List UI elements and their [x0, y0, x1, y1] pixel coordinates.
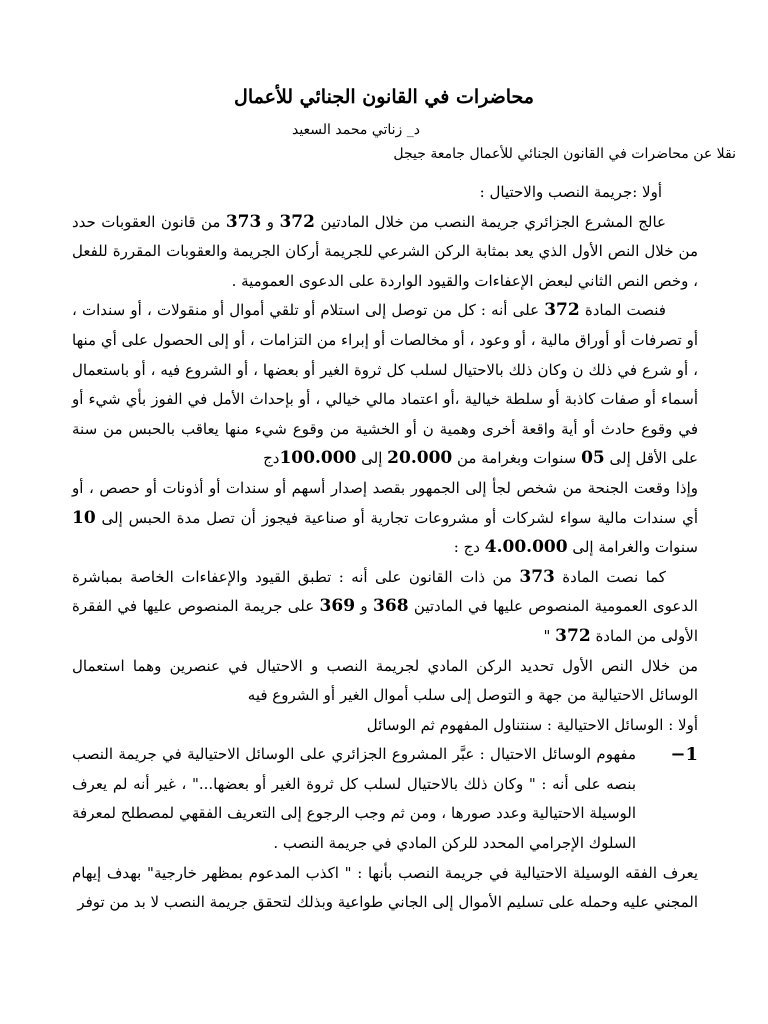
years-number: 10 [72, 507, 96, 528]
source-line: نقلا عن محاضرات في القانون الجنائي للأعمال جامعة جيجل [393, 146, 736, 162]
fine-number: 100.000 [279, 448, 357, 469]
paragraph-article-373 [72, 563, 698, 652]
text-span: سنوات والغرامة إلى [572, 538, 698, 557]
text-span: و [360, 597, 368, 616]
article-number: 368 [373, 596, 409, 617]
paragraph-legislation [72, 208, 698, 297]
article-number: 373 [519, 566, 555, 587]
text-span: من قانون العقوبات حدد من خلال النص الأول الذي يعد بمثابة الركن الشرعي للجريمة أركان الجريمة والعقوبات المقررة للفعل ، وخص النص الثاني لبعض الإعفاءات والقيود الواردة على الدعوى العمومية . [72, 212, 698, 290]
document-title: محاضرات في القانون الجنائي للأعمال [234, 86, 534, 108]
text-span: دج : [453, 538, 480, 557]
text-span: من ذات القانون على أنه : تطبق القيود والإعفاءات الخاصة بمباشرة الدعوى العمومية المنصوص عليها في المادتين [72, 567, 698, 616]
text-span: " [543, 626, 551, 645]
text-span: سنوات وبغرامة من [457, 449, 577, 468]
paragraph-doctrine-definition: يعرف الفقه الوسيلة الاحتيالية في جريمة النصب بأنها : " اكذب المدعوم بمظهر خارجية" بهدف إيهام المجني عليه وحمله على تسليم الأموال إلى الجاني طواعية وبذلك لتحقق جريمة النصب لا بد من توفر [72, 863, 698, 912]
paragraph-public-offering [72, 474, 698, 563]
paragraph-article-372 [72, 296, 698, 474]
years-number: 05 [581, 448, 605, 469]
article-number: 372 [555, 625, 591, 646]
list-item-concept [72, 740, 698, 858]
document-body [72, 178, 698, 918]
article-number: 372 [279, 211, 315, 232]
article-number: 373 [225, 211, 262, 232]
text-span: إلى [361, 449, 383, 468]
text-span: وإذا وقعت الجنحة من شخص لجأ إلى الجمهور بقصد إصدار أسهم أو سندات أو أذونات أو حصص ، أو أي سندات مالية سواء لشركات أو مشروعات تجارية أو صناعية فيجوز أن تصل مدة الحبس إلى [72, 478, 698, 527]
text-span: و [266, 212, 275, 231]
section-heading-fraud: أولا :جريمة النصب والاحتيال : [479, 183, 662, 201]
list-item-marker: 1− [670, 744, 698, 766]
text-span: فنصت المادة [584, 301, 666, 320]
text-span: عالج المشرع الجزائري جريمة النصب من خلال المادتين [320, 212, 666, 231]
article-number: 369 [319, 596, 356, 617]
text-span: على جريمة المنصوص عليها في الفقرة الأولى من المادة [72, 597, 698, 645]
article-number: 372 [544, 300, 580, 321]
paragraph-material-element: من خلال النص الأول تحديد الركن المادي لجريمة النصب و الاحتيال في عنصرين وهما استعمال الوسائل الاحتيالية من جهة و التوصل إلى سلب أموال الغير أو الشروع فيه [72, 656, 698, 705]
fine-number: 4.00.000 [484, 537, 568, 558]
subsection-heading-means: أولا : الوسائل الاحتيالية : سنتناول المفهوم ثم الوسائل [366, 715, 698, 734]
text-span: على أنه : كل من توصل إلى استلام أو تلقي أموال أو منقولات ، أو سندات ، أو تصرفات أو أوراق مالية ، أو وعود ، أو مخالصات أو إبراء من التزامات ، أو إلى الحصول على أي منها ، أو شرع في ذلك ن وكان ذلك بالاحتيال لسلب كل ثروة الغير أو بعضها ، أو الشروع فيه ، أو باستعمال أسماء أو صفات كاذبة أو سلطة خيالية ،أو اعتماد مالي خيالي ، أو بإحداث الأمل في الفوز بأي شيء أو في وقوع حادث أو أية واقعة أخرى وهمية ن أو الخشية من وقوع شيء منها يعاقب بالحبس من سنة على الأقل إلى [72, 301, 698, 468]
text-span: دج [263, 449, 280, 468]
fine-number: 20.000 [387, 448, 453, 469]
list-item-text: مفهوم الوسائل الاحتيال : عبَّر المشروع الجزائري على الوسائل الاحتيالية في جريمة النصب بنصه على أنه : " وكان ذلك بالاحتيال لسلب كل ثروة الغير أو بعضها..." ، غير أنه لم يعرف الوسيلة الاحتيالية وعدد صورها ، ومن ثم وجب الرجوع إلى التعريف الفقهي لمصطلح لمعرفة السلوك الإجرامي المحدد للركن المادي في جريمة النصب . [72, 745, 636, 853]
author-line: د_ زناتي محمد السعيد [291, 122, 420, 138]
text-span: كما نصت المادة [562, 567, 666, 586]
